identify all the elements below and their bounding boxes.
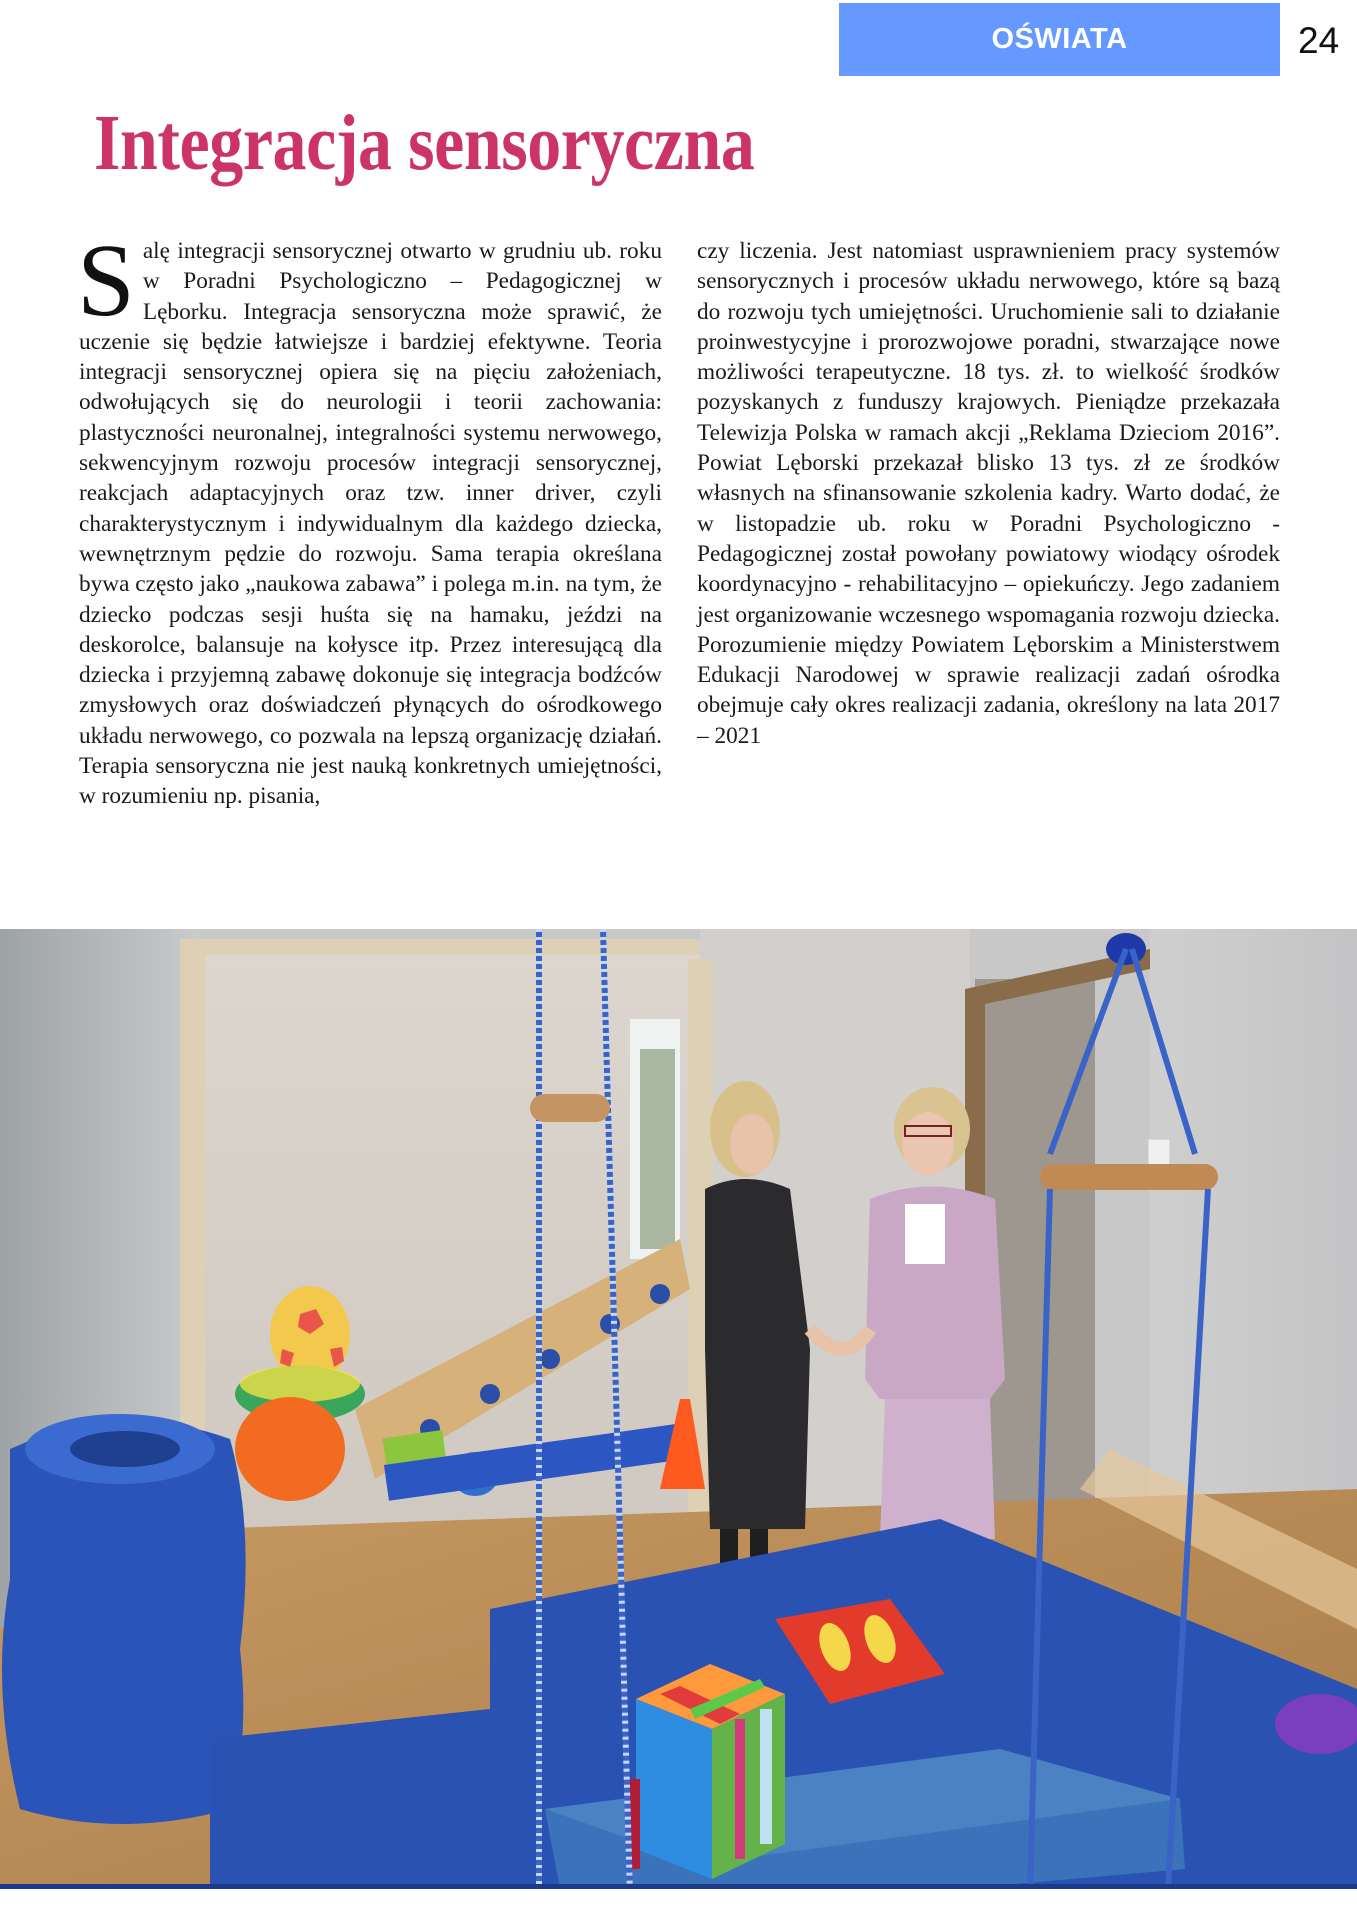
- section-label: OŚWIATA: [991, 23, 1128, 55]
- photo-illustration: [0, 929, 1357, 1889]
- rope-left-a: [536, 929, 542, 1889]
- wooden-bar-right: [1040, 1164, 1218, 1190]
- wooden-bar-left: [530, 1094, 610, 1122]
- sensory-cube: [628, 1664, 785, 1879]
- section-banner: [839, 3, 1280, 76]
- page-number: 24: [1298, 20, 1340, 61]
- door-frame-top: [180, 939, 720, 955]
- orange-ball: [235, 1397, 345, 1501]
- article-photo: [0, 929, 1357, 1889]
- column-left-text: alę integracji sensorycznej otwarto w grudniu ub. roku w Poradni Psychologiczno – Pedagogicznej w Lęborku. Integracja sensoryczna może sprawić, że uczenie się będzie łatwiejsze i bardziej efektywne. Teoria integracji sensorycznej opiera się na pięciu założeniach, odwołujących się do neurologii i teorii zachowania: plastyczności neuronalnej, integralności systemu nerwowego, sekwencyjnym rozwoju procesów integracji sensorycznej, reakcjach adaptacyjnych oraz tzw. inner driver, czyli charakterystycznym i indywidualnym dla każdego dziecka, wewnętrznym pędzie do rozwoju. Sama terapia określana bywa często jako „naukowa zabawa” i polega m.in. na tym, że dziecko podczas sesji huśta się na hamaku, jeździ na deskorolce, balansuje na kołysce itp. Przez interesującą dla dziecka i przyjemną zabawę dokonuje się integracja bodźców zmysłowych oraz doświadczeń płynących do ośrodkowego układu nerwowego, co pozwala na lepszą organizację działań. Terapia sensoryczna nie jest nauką konkretnych umiejętności, w rozumieniu np. pisania,: [79, 238, 662, 810]
- drop-cap: S: [77, 223, 135, 338]
- article-title: Integracja sensoryczna: [94, 100, 755, 187]
- column-right-text: czy liczenia. Jest natomiast usprawnieniem pracy systemów sensorycznych i procesów układu nerwowego, które są bazą do rozwoju tych umiejętności. Uruchomienie sali to działanie proinwestycyjne i prorozwojowe poradni, stwarzające nowe możliwości terapeutyczne. 18 tys. zł. to wielkość środków pozyskanych z funduszy krajowych. Pieniądze przekazała Telewizja Polska w ramach akcji „Reklama Dzieciom 2016”. Powiat Lęborski przekazał blisko 13 tys. zł ze środków własnych na sfinansowanie szkolenia kadry. Warto dodać, że w listopadzie ub. roku w Poradni Psychologiczno - Pedagogicznej został powołany powiatowy wiodący ośrodek koordynacyjno - rehabilitacyjno – opiekuńczy. Jego zadaniem jest organizowanie wczesnego wspomagania rozwoju dziecka. Porozumienie między Powiatem Lęborskim a Ministerstwem Edukacji Narodowej w sprawie realizacji zadań ośrodka obejmuje cały okres realizacji zadania, określony na lata 2017 – 2021: [697, 238, 1280, 749]
- light-switch: [1148, 1139, 1170, 1165]
- article-column-left: [77, 223, 662, 812]
- article-column-right: [697, 236, 1280, 751]
